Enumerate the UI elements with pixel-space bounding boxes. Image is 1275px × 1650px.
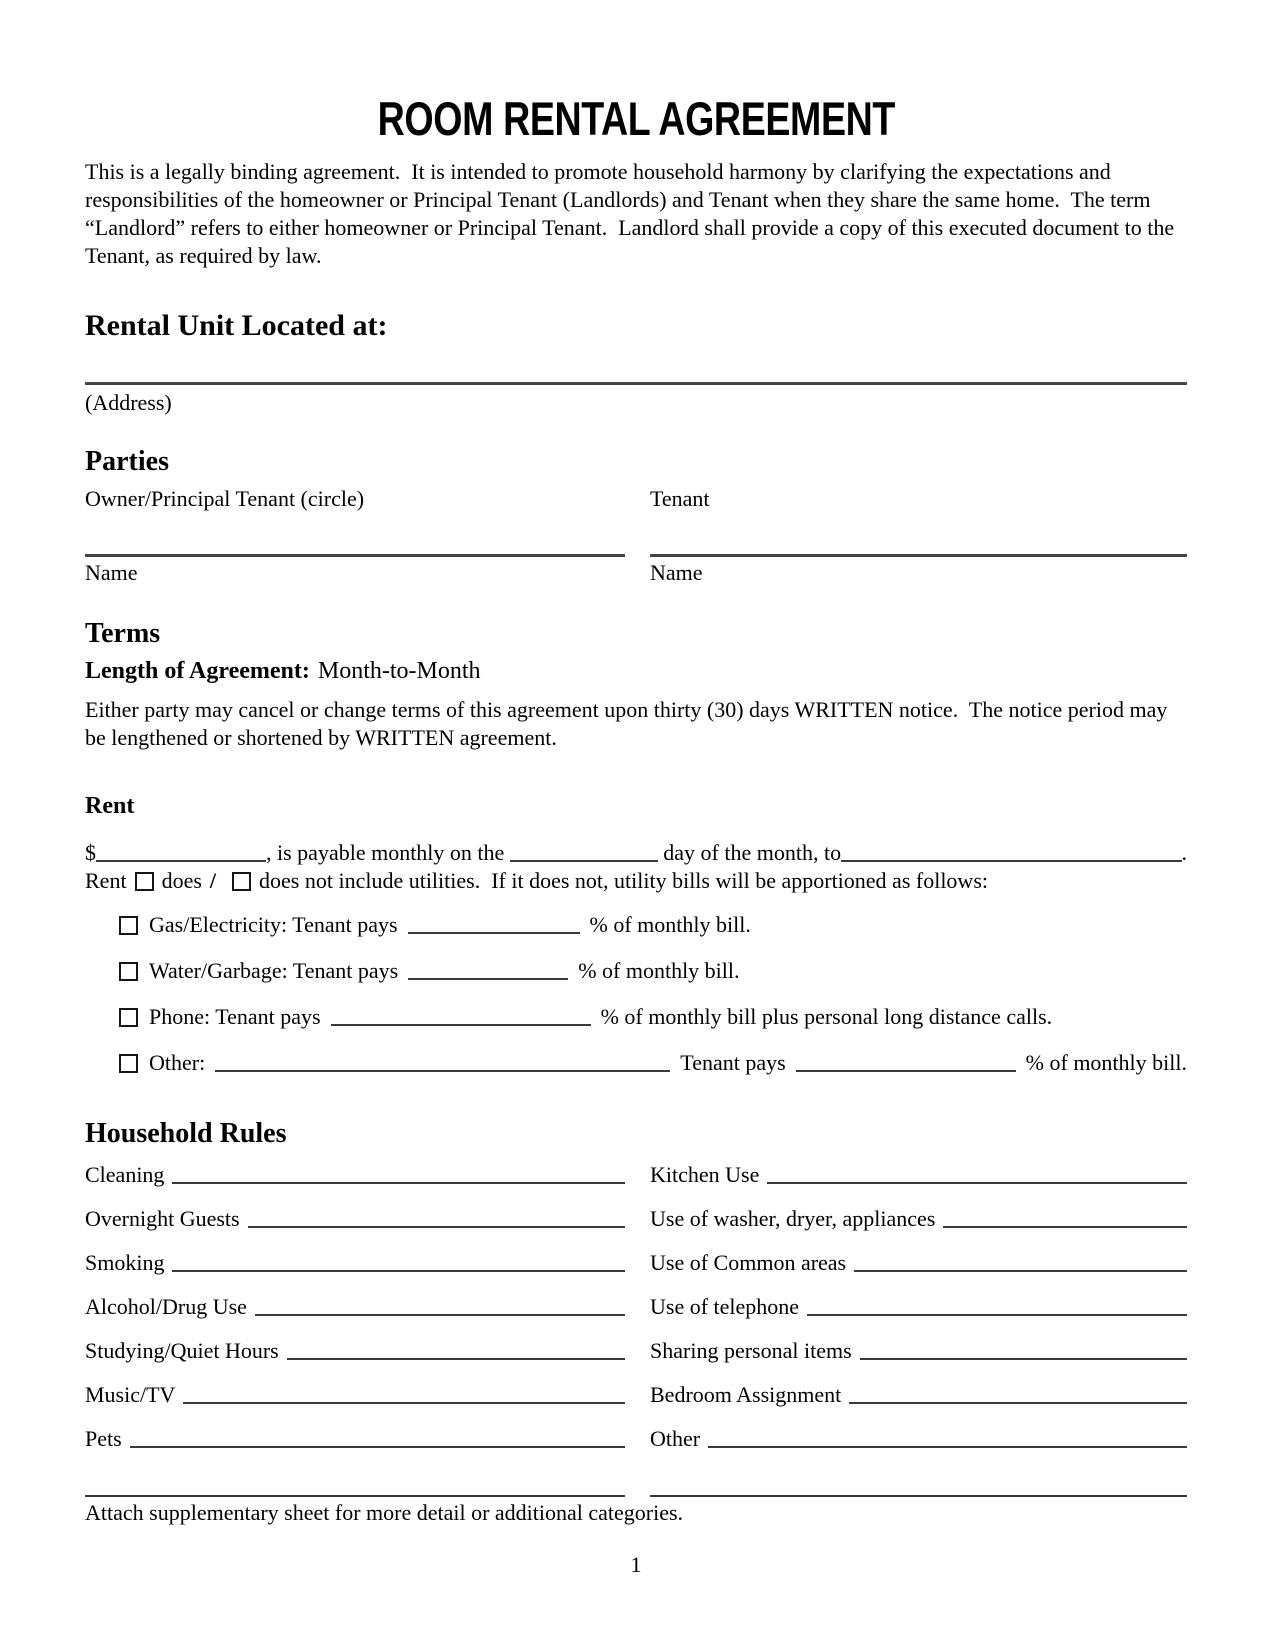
document-title-text: ROOM RENTAL AGREEMENT [377,92,895,145]
other-utility-mid-label: Tenant pays [680,1050,786,1075]
rule-other-fill-line[interactable] [708,1432,1187,1448]
rent-payable-line [85,839,1187,867]
length-of-agreement-value: Month-to-Month [317,658,481,684]
phone-suffix: % of monthly bill plus personal long distance calls. [600,1004,1053,1029]
rule-common-areas-fill-line[interactable] [854,1256,1187,1272]
rule-common-areas-label: Use of Common areas [650,1250,847,1275]
gas-electricity-checkbox[interactable] [119,916,138,935]
rent-does-label: does [161,868,202,893]
rule-telephone-label: Use of telephone [650,1294,800,1319]
rental-unit-heading: Rental Unit Located at: [85,309,388,342]
other-utility-fill-line[interactable] [215,1056,670,1072]
rule-sharing-personal-items-label: Sharing personal items [650,1338,852,1363]
rule-other [650,1425,1187,1453]
document-title [85,92,1187,145]
rule-cleaning [85,1161,625,1189]
rule-pets-label: Pets [85,1426,122,1451]
rule-sharing-personal-items [650,1337,1187,1365]
rule-pets-fill-line[interactable] [130,1432,625,1448]
rule-cleaning-fill-line[interactable] [172,1168,625,1184]
rent-heading: Rent [85,793,135,819]
rent-payable-text-2: day of the month, to [657,840,842,865]
terms-body: Either party may cancel or change terms of this agreement upon thirty (30) days WRITTEN notice. The notice period may be lengthened or shortened by WRITTEN agreement. [85,697,1173,750]
supplementary-note: Attach supplementary sheet for more detail or additional categories. [85,1500,684,1525]
rule-kitchen-use [650,1161,1187,1189]
address-fill-line[interactable] [85,382,1187,385]
rent-payable-terminator: . [1181,840,1187,865]
utility-row-gas-electricity [119,911,1187,939]
rule-bedroom-assignment-label: Bedroom Assignment [650,1382,842,1407]
rule-bedroom-assignment [650,1381,1187,1409]
rule-alcohol-drug-use-fill-line[interactable] [255,1300,625,1316]
extra-rule-lines [85,1495,1187,1497]
other-utility-checkbox[interactable] [119,1054,138,1073]
rule-telephone [650,1293,1187,1321]
extra-right-fill-line[interactable] [650,1495,1187,1497]
rent-does-not-label: does not include utilities. If it does not, utility bills will be apportioned as follows: [259,868,988,893]
extra-left-fill-line[interactable] [85,1495,625,1497]
intro-paragraph: This is a legally binding agreement. It is intended to promote household harmony by clarifying the expectations and responsibilities of the homeowner or Principal Tenant (Landlords) and Tenant when they share the same home. The term “Landlord” refers to either homeowner or Principal Tenant. Landlord shall provide a copy of this executed document to the Tenant, as required by law. [85,159,1180,268]
rule-bedroom-assignment-fill-line[interactable] [849,1388,1187,1404]
page-number: 1 [630,1552,642,1577]
household-rules-grid [85,1161,1187,1453]
tenant-name-caption: Name [650,560,703,585]
water-garbage-percent-fill-line[interactable] [408,964,568,980]
rent-does-not-checkbox[interactable] [232,872,251,891]
rule-kitchen-use-label: Kitchen Use [650,1162,760,1187]
length-of-agreement-label: Length of Agreement: [85,658,310,684]
gas-electricity-label: Gas/Electricity: Tenant pays [149,912,398,937]
gas-electricity-suffix: % of monthly bill. [589,912,751,937]
rent-day-fill-line[interactable] [510,846,658,862]
rent-does-checkbox[interactable] [135,872,154,891]
rent-payable-text-1: , is payable monthly on the [266,840,510,865]
other-utility-suffix: % of monthly bill. [1025,1050,1187,1075]
rule-studying-quiet-hours-fill-line[interactable] [287,1344,625,1360]
rule-overnight-guests [85,1205,625,1233]
rent-amount-fill-line[interactable] [96,846,266,862]
utility-row-other [119,1049,1187,1077]
water-garbage-label: Water/Garbage: Tenant pays [149,958,399,983]
rule-cleaning-label: Cleaning [85,1162,165,1187]
owner-name-caption: Name [85,560,138,585]
terms-heading: Terms [85,618,161,649]
water-garbage-suffix: % of monthly bill. [578,958,740,983]
rent-payee-fill-line[interactable] [841,846,1181,862]
rule-washer-dryer-appliances-label: Use of washer, dryer, appliances [650,1206,936,1231]
tenant-label: Tenant [650,486,710,511]
rule-studying-quiet-hours [85,1337,625,1365]
length-of-agreement-line [85,656,1187,686]
rule-smoking-label: Smoking [85,1250,165,1275]
rule-telephone-fill-line[interactable] [807,1300,1187,1316]
rule-sharing-personal-items-fill-line[interactable] [860,1344,1187,1360]
rule-music-tv [85,1381,625,1409]
rent-utilities-line [85,867,1187,895]
rule-alcohol-drug-use [85,1293,625,1321]
rent-includes-prefix: Rent [85,868,127,893]
owner-principal-tenant-label: Owner/Principal Tenant (circle) [85,486,365,511]
rule-overnight-guests-fill-line[interactable] [248,1212,625,1228]
parties-heading: Parties [85,446,169,477]
gas-electricity-percent-fill-line[interactable] [408,918,580,934]
utility-row-phone [119,1003,1187,1031]
rule-music-tv-label: Music/TV [85,1382,176,1407]
rule-kitchen-use-fill-line[interactable] [767,1168,1187,1184]
rule-washer-dryer-appliances [650,1205,1187,1233]
other-utility-label: Other: [149,1050,206,1075]
water-garbage-checkbox[interactable] [119,962,138,981]
rule-common-areas [650,1249,1187,1277]
utility-row-water-garbage [119,957,1187,985]
rule-music-tv-fill-line[interactable] [183,1388,625,1404]
phone-label: Phone: Tenant pays [149,1004,321,1029]
does-slash-separator: / [209,868,217,893]
address-caption: (Address) [85,390,172,415]
household-rules-heading: Household Rules [85,1118,287,1149]
rule-studying-quiet-hours-label: Studying/Quiet Hours [85,1338,279,1363]
rule-washer-dryer-appliances-fill-line[interactable] [943,1212,1187,1228]
other-utility-percent-fill-line[interactable] [796,1056,1016,1072]
phone-percent-fill-line[interactable] [331,1010,591,1026]
owner-name-fill-line[interactable] [85,554,625,557]
rule-smoking-fill-line[interactable] [172,1256,625,1272]
tenant-name-fill-line[interactable] [650,554,1187,557]
phone-checkbox[interactable] [119,1008,138,1027]
rule-pets [85,1425,625,1453]
rule-smoking [85,1249,625,1277]
rule-overnight-guests-label: Overnight Guests [85,1206,240,1231]
currency-symbol: $ [85,840,96,865]
rule-other-label: Other [650,1426,701,1451]
rule-alcohol-drug-use-label: Alcohol/Drug Use [85,1294,247,1319]
